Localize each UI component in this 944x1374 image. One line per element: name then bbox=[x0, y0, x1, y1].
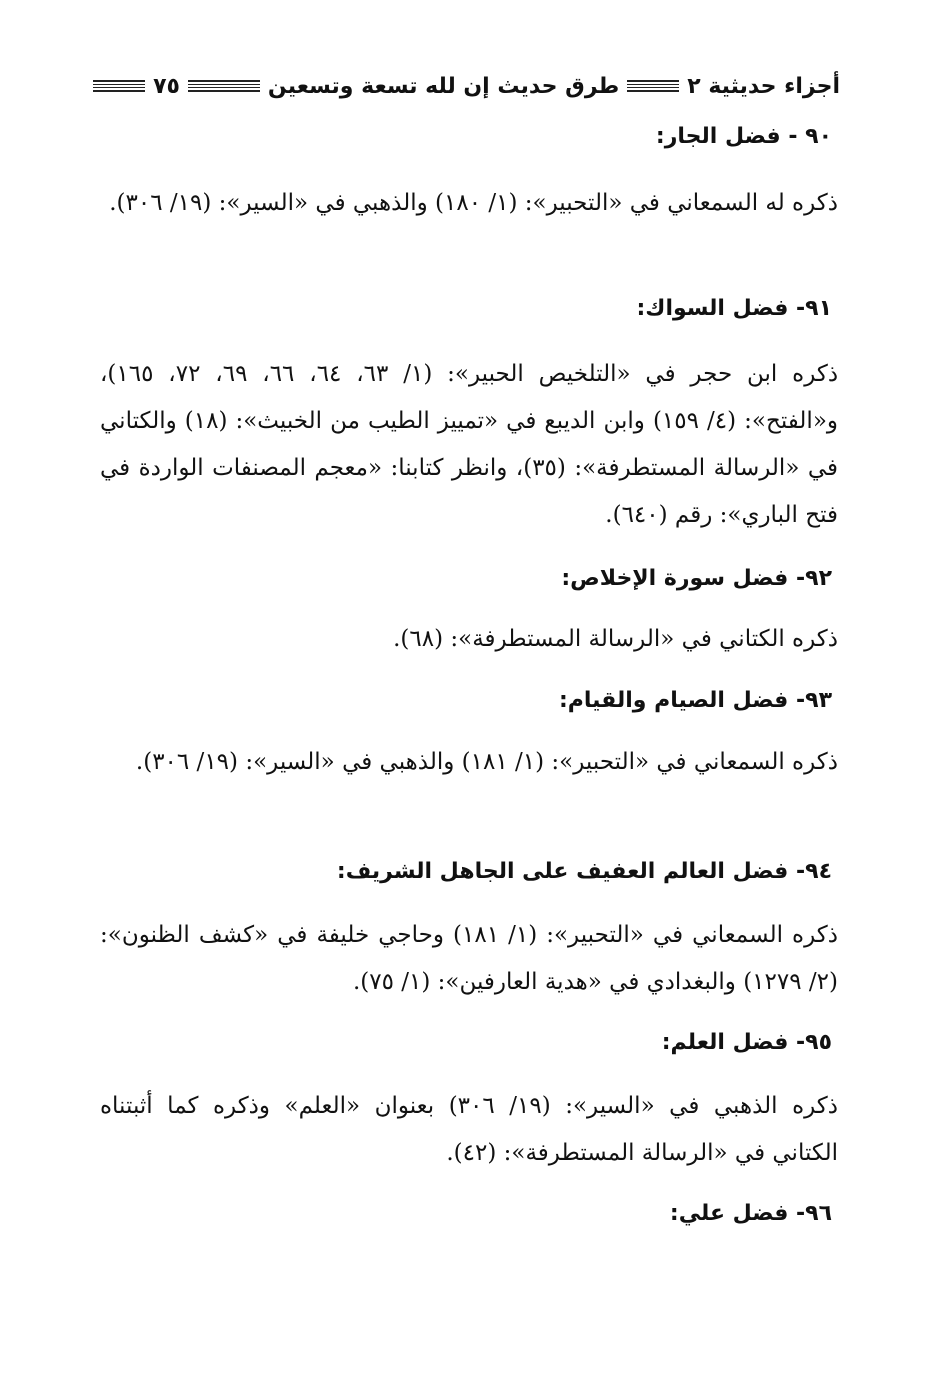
series-title: أجزاء حديثية ٢ bbox=[687, 73, 840, 99]
entry-text-94: ذكره السمعاني في «التحبير»: (١/ ١٨١) وحاجي خليفة في «كشف الظنون»: (٢/ ١٢٧٩) والبغدادي في «هدية العارفين»: (١/ ٧٥). bbox=[100, 922, 838, 995]
header-ornament-rule bbox=[188, 80, 260, 92]
entry-text-92: ذكره الكتاني في «الرسالة المستطرفة»: (٦٨). bbox=[393, 626, 838, 652]
entry-heading-93: ٩٣- فضل الصيام والقيام: bbox=[558, 688, 832, 713]
running-header bbox=[100, 62, 840, 110]
entry-heading-91: ٩١- فضل السواك: bbox=[636, 296, 832, 321]
page-number: ٧٥ bbox=[153, 73, 180, 99]
entry-heading-95: ٩٥- فضل العلم: bbox=[661, 1030, 832, 1055]
header-ornament-rule bbox=[93, 80, 145, 92]
entry-text-90: ذكره له السمعاني في «التحبير»: (١/ ١٨٠) والذهبي في «السير»: (١٩/ ٣٠٦). bbox=[109, 190, 838, 216]
entry-text-95: ذكره الذهبي في «السير»: (١٩/ ٣٠٦) بعنوان «العلم» وذكره كما أثبتناه الكتاني في «الرسالة المستطرفة»: (٤٢). bbox=[100, 1093, 838, 1166]
entry-text-91: ذكره ابن حجر في «التلخيص الحبير»: (١/ ٦٣، ٦٤، ٦٦، ٦٩، ٧٢، ١٦٥)، و«الفتح»: (٤/ ١٥٩) وابن الديبع في «تمييز الطيب من الخبيث»: (١٨) والكتاني في «الرسالة المستطرفة»: (٣٥)، وانظر كتابنا: «معجم المصنفات الواردة في فتح الباري»: رقم (٦٤٠). bbox=[100, 361, 839, 528]
entry-text-93: ذكره السمعاني في «التحبير»: (١/ ١٨١) والذهبي في «السير»: (١٩/ ٣٠٦). bbox=[135, 749, 838, 775]
entry-heading-94: ٩٤- فضل العالم العفيف على الجاهل الشريف: bbox=[336, 859, 832, 884]
entry-heading-92: ٩٢- فضل سورة الإخلاص: bbox=[561, 566, 832, 591]
book-title: طرق حديث إن لله تسعة وتسعين bbox=[267, 73, 620, 99]
entry-heading-96: ٩٦- فضل علي: bbox=[669, 1201, 832, 1226]
header-ornament-rule bbox=[627, 80, 679, 92]
entry-heading-90: ٩٠ - فضل الجار: bbox=[655, 124, 832, 149]
